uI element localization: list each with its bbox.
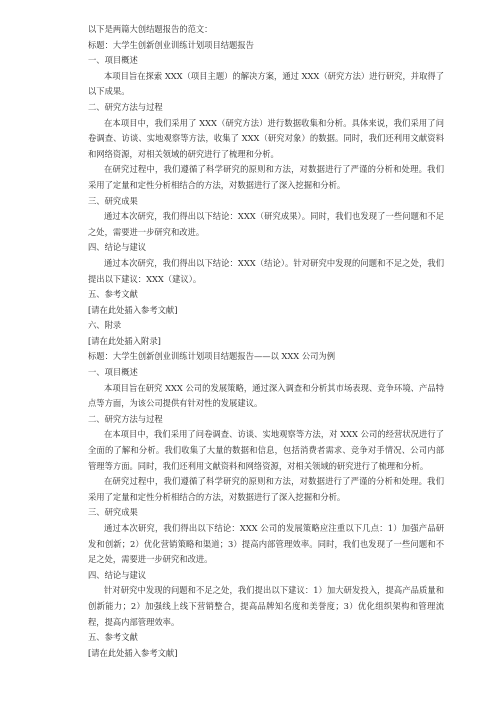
report1-section5-text: [请在此处插入参考文献] (88, 304, 178, 315)
report2-section5-heading: 五、参考文献 (88, 632, 138, 643)
intro-line: 以下是两篇大创结题报告的范文： (88, 24, 213, 34)
report1-section4-heading: 四、结论与建议 (88, 242, 147, 253)
report2-section2-heading: 二、研究方法与过程 (88, 413, 163, 424)
report1-section6-heading: 六、附录 (88, 320, 122, 331)
report1-section1-heading: 一、项目概述 (88, 55, 138, 66)
report1-section3-heading: 三、研究成果 (88, 195, 138, 206)
report2-section4-text: 针对研究中发现的问题和不足之处，我们提出以下建议：1）加大研发投入，提高产品质量和创新能力；2）加强线上线下营销整合，提高品牌知名度和美誉度；3）优化组织架构和管理流程，提高内部管理效率。 (88, 585, 444, 627)
report1-section3-text: 通过本次研究，我们得出以下结论：XXX（研究成果）。同时，我们也发现了一些问题和不足之处，需要进一步研究和改进。 (88, 211, 444, 237)
report2-title: 标题：大学生创新创业训练计划项目结题报告——以 XXX 公司为例 (88, 351, 336, 362)
report1-section4-text: 通过本次研究，我们得出以下结论：XXX（结论）。针对研究中发现的问题和不足之处，我们提出以下建议：XXX（建议）。 (88, 257, 444, 284)
report2-section2-text1: 在本项目中，我们采用了问卷调查、访谈、实地观察等方法，对 XXX 公司的经营状况进行了全面的了解和分析。我们收集了大量的数据和信息，包括消费者需求、竞争对手情况、公司内部管理等方面。同时，我们还利用文献资料和网络资源，对相关领域的研究进行了梳理和分析。 (88, 429, 444, 471)
report2-section1-text: 本项目旨在研究 XXX 公司的发展策略，通过深入调查和分析其市场表现、竞争环境、产品特点等方面，为该公司提供有针对性的发展建议。 (88, 382, 444, 409)
report1-section2-text1: 在本项目中，我们采用了 XXX（研究方法）进行数据收集和分析。具体来说，我们采用了问卷调查、访谈、实地观察等方法，收集了 XXX（研究对象）的数据。同时，我们还利用文献资料和网络资源，对相关领域的研究进行了梳理和分析。 (88, 117, 444, 159)
report1-section2-text2: 在研究过程中，我们遵循了科学研究的原则和方法，对数据进行了严谨的分析和处理。我们采用了定量和定性分析相结合的方法，对数据进行了深入挖掘和分析。 (88, 164, 444, 190)
report1-section1-text: 本项目旨在探索 XXX（项目主题）的解决方案，通过 XXX（研究方法）进行研究，并取得了以下成果。 (88, 70, 444, 97)
report2-section2-text2: 在研究过程中，我们遵循了科学研究的原则和方法，对数据进行了严谨的分析和处理。我们采用了定量和定性分析相结合的方法，对数据进行了深入挖掘和分析。 (88, 476, 444, 502)
report1-section2-heading: 二、研究方法与过程 (88, 101, 163, 112)
report2-section5-text: [请在此处插入参考文献] (88, 647, 178, 658)
report2-section1-heading: 一、项目概述 (88, 367, 138, 378)
report2-section3-heading: 三、研究成果 (88, 507, 138, 518)
report1-section6-text: [请在此处插入附录] (88, 335, 161, 346)
report1-title: 标题：大学生创新创业训练计划项目结题报告 (88, 39, 254, 50)
report1-section5-heading: 五、参考文献 (88, 289, 138, 300)
report2-section3-text: 通过本次研究，我们得出以下结论：XXX 公司的发展策略应注重以下几点：1）加强产品研发和创新；2）优化营销策略和渠道；3）提高内部管理效率。同时，我们也发现了一些问题和不足之处，需要进一步研究和改进。 (88, 523, 444, 565)
report2-section4-heading: 四、结论与建议 (88, 569, 147, 580)
